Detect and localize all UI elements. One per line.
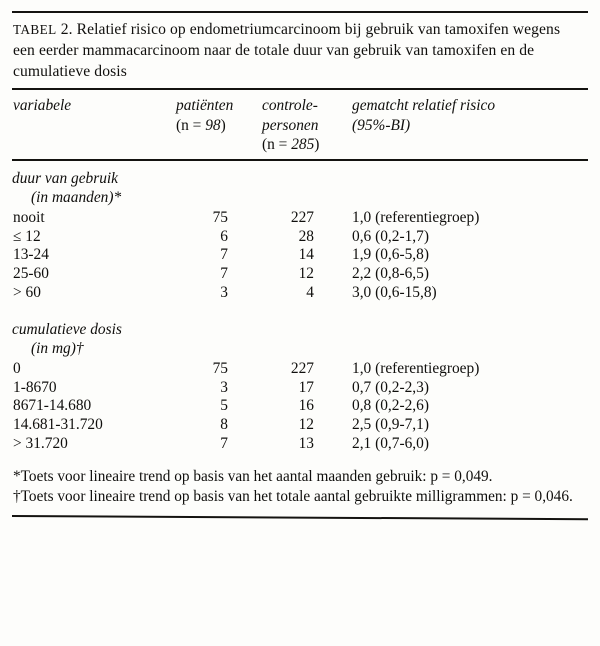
row-patients: 3 (220, 284, 228, 302)
row-patients: 7 (220, 265, 228, 283)
column-header-controls-label-line1: controle- (262, 97, 318, 115)
column-header-patients-label: patiënten (176, 97, 234, 115)
row-controls: 13 (298, 435, 314, 453)
section-subheading-row (12, 340, 588, 360)
caption-text: Relatief risico op endometriumcarcinoom bij gebruik van tamoxifen wegens een eerder mammacarcinoom naar de totale duur van gebruik van tamoxifen en de cumulatieve dosis (13, 21, 561, 80)
column-header-controls-count: (n = 285) (262, 135, 320, 153)
table-footnotes (12, 454, 588, 506)
row-risk: 1,0 (referentiegroep) (352, 208, 480, 226)
row-controls: 227 (290, 359, 314, 377)
row-patients: 75 (212, 359, 228, 377)
table-row (12, 209, 588, 228)
row-risk: 3,0 (0,6-15,8) (352, 284, 437, 302)
row-controls: 4 (306, 284, 314, 302)
table-row (12, 284, 588, 303)
column-header-risk (346, 90, 588, 154)
row-label: 14.681-31.720 (13, 416, 103, 434)
row-label: 1-8670 (13, 378, 57, 396)
row-patients: 6 (220, 227, 228, 245)
table-bottom-rule (12, 515, 588, 520)
table-row (12, 435, 588, 454)
table-row (12, 416, 588, 435)
table-row (12, 360, 588, 379)
row-label: > 60 (13, 284, 41, 302)
section-heading-row (12, 312, 588, 340)
section-subheading-row (12, 189, 588, 209)
row-controls: 12 (298, 416, 314, 434)
row-risk: 0,7 (0,2-2,3) (352, 378, 429, 396)
table-row (12, 246, 588, 265)
section-subheading: (in mg)† (31, 339, 84, 357)
row-risk: 0,8 (0,2-2,6) (352, 397, 429, 415)
row-label: > 31.720 (13, 435, 68, 453)
row-patients: 5 (220, 397, 228, 415)
section-subheading: (in maanden)* (31, 188, 122, 206)
table-figure (0, 11, 600, 646)
column-header-patients (172, 90, 258, 154)
row-risk: 1,9 (0,6-5,8) (352, 246, 429, 264)
row-controls: 14 (298, 246, 314, 264)
row-risk: 0,6 (0,2-1,7) (352, 227, 429, 245)
table-header-row (12, 90, 588, 154)
row-patients: 75 (212, 208, 228, 226)
row-label: 25-60 (13, 265, 49, 283)
section-heading-row (12, 161, 588, 189)
column-header-controls-label-line2: personen (262, 116, 319, 134)
row-risk: 2,1 (0,7-6,0) (352, 435, 429, 453)
footnote-asterisk: *Toets voor lineaire trend op basis van het aantal maanden gebruik: p = 0,049. (13, 467, 493, 485)
section-heading: cumulatieve dosis (12, 320, 122, 338)
row-risk: 1,0 (referentiegroep) (352, 359, 480, 377)
row-risk: 2,2 (0,8-6,5) (352, 265, 429, 283)
row-controls: 17 (298, 378, 314, 396)
relative-risk-table-body (12, 161, 588, 454)
column-header-variable (12, 90, 172, 154)
row-label: 8671-14.680 (13, 397, 92, 415)
column-header-variable-label: variabele (13, 97, 72, 115)
row-patients: 8 (220, 416, 228, 434)
footnote-dagger: †Toets voor lineaire trend op basis van het totale aantal gebruikte milligrammen: p = 0,046. (13, 488, 573, 506)
row-label: ≤ 12 (13, 227, 41, 245)
column-header-patients-count: (n = 98) (176, 116, 226, 134)
table-caption (12, 13, 588, 82)
table-row (12, 379, 588, 398)
relative-risk-table (12, 90, 588, 154)
row-controls: 28 (298, 227, 314, 245)
row-controls: 227 (290, 208, 314, 226)
section-heading: duur van gebruik (12, 169, 119, 187)
row-controls: 16 (298, 397, 314, 415)
row-controls: 12 (298, 265, 314, 283)
table-row (12, 397, 588, 416)
row-label: nooit (13, 208, 45, 226)
row-risk: 2,5 (0,9-7,1) (352, 416, 429, 434)
row-label: 0 (13, 359, 21, 377)
row-patients: 7 (220, 435, 228, 453)
caption-number: 2. (60, 21, 73, 38)
section-spacer (12, 303, 588, 312)
column-header-risk-line2: (95%-BI) (352, 116, 411, 134)
row-patients: 3 (220, 378, 228, 396)
column-header-risk-line1: gematcht relatief risico (352, 97, 496, 115)
table-row (12, 265, 588, 284)
row-patients: 7 (220, 246, 228, 264)
section-cumulatieve-dosis (12, 312, 588, 454)
table-header (12, 90, 588, 154)
table-row (12, 228, 588, 247)
caption-label: TABEL (13, 22, 57, 37)
column-header-controls (258, 90, 346, 154)
row-label: 13-24 (13, 246, 49, 264)
section-duur-van-gebruik (12, 161, 588, 312)
